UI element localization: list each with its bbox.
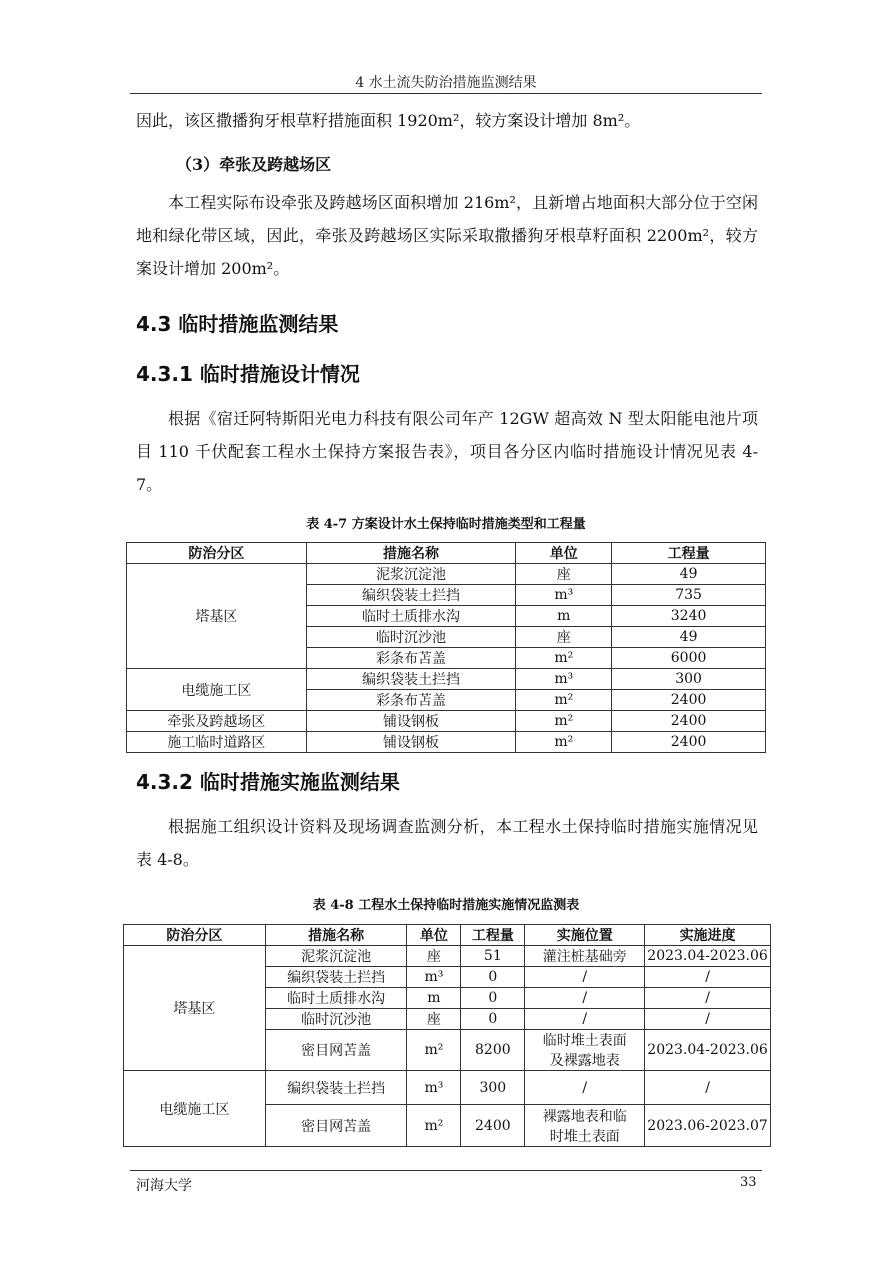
measure-cell: 编织袋装土拦挡 [265,1071,407,1105]
location-cell: / [525,1071,645,1105]
schedule-cell: 2023.04-2023.06 [645,1030,771,1071]
footer-rule [130,1170,762,1171]
unit-cell: 座 [407,946,461,967]
table-header-cell: 措施名称 [265,925,407,946]
table-header-cell: 防治分区 [124,925,266,946]
paragraph-1: 因此，该区撒播狗牙根草籽措施面积 1920m²，较方案设计增加 8m²。 [136,111,641,130]
section-heading-4-3: 4.3 临时措施监测结果 [136,312,339,336]
quantity-cell: 735 [612,585,766,606]
unit-cell: m³ [407,1071,461,1105]
zone-cell: 塔基区 [124,946,266,1071]
schedule-cell: / [645,1071,771,1105]
measure-cell: 临时沉沙池 [306,627,516,648]
unit-cell: m [516,606,612,627]
footer-organization: 河海大学 [136,1178,192,1194]
measure-cell: 彩条布苫盖 [306,648,516,669]
table-row [127,711,766,732]
table-4-7-caption: 表 4-7 方案设计水土保持临时措施类型和工程量 [306,517,586,532]
measure-cell: 临时土质排水沟 [265,988,407,1009]
table-header-cell: 工程量 [461,925,525,946]
unit-cell: m [407,988,461,1009]
table-4-8 [123,924,771,1147]
table-row [127,732,766,753]
quantity-cell: 0 [461,1009,525,1030]
quantity-cell: 0 [461,967,525,988]
quantity-cell: 2400 [612,711,766,732]
table-header-cell: 单位 [407,925,461,946]
quantity-cell: 2400 [612,732,766,753]
unit-cell: m³ [407,967,461,988]
quantity-cell: 300 [461,1071,525,1105]
quantity-cell: 3240 [612,606,766,627]
table-row [124,946,771,967]
measure-cell: 铺设钢板 [306,711,516,732]
measure-cell: 编织袋装土拦挡 [306,585,516,606]
header-rule [130,93,762,94]
table-header-cell: 措施名称 [306,543,516,564]
schedule-cell: / [645,1009,771,1030]
measure-cell: 密目网苫盖 [265,1105,407,1147]
quantity-cell: 2400 [612,690,766,711]
schedule-cell: / [645,967,771,988]
unit-cell: m² [516,648,612,669]
table-row [127,564,766,585]
unit-cell: 座 [516,627,612,648]
location-cell: 裸露地表和临时堆土表面 [525,1105,645,1147]
table-header-cell: 防治分区 [127,543,307,564]
paragraph-3: 根据《宿迁阿特斯阳光电力科技有限公司年产 12GW 超高效 N 型太阳能电池片项目 110 千伏配套工程水土保持方案报告表》，项目各分区内临时措施设计情况见表 4-7。 [136,409,758,494]
page-number: 33 [740,1175,757,1190]
zone-cell: 电缆施工区 [127,669,307,711]
measure-cell: 泥浆沉淀池 [306,564,516,585]
table-header-cell: 实施进度 [645,925,771,946]
unit-cell: 座 [516,564,612,585]
schedule-cell: 2023.04-2023.06 [645,946,771,967]
measure-cell: 泥浆沉淀池 [265,946,407,967]
table-4-8-caption: 表 4-8 工程水土保持临时措施实施情况监测表 [312,898,580,913]
unit-cell: m³ [516,585,612,606]
section-heading-4-3-1: 4.3.1 临时措施设计情况 [136,362,360,386]
location-cell: / [525,967,645,988]
quantity-cell: 8200 [461,1030,525,1071]
quantity-cell: 0 [461,988,525,1009]
quantity-cell: 51 [461,946,525,967]
unit-cell: m² [516,711,612,732]
measure-cell: 铺设钢板 [306,732,516,753]
table-header-cell: 单位 [516,543,612,564]
measure-cell: 临时沉沙池 [265,1009,407,1030]
zone-cell: 施工临时道路区 [127,732,307,753]
section-heading-4-3-2: 4.3.2 临时措施实施监测结果 [136,770,400,794]
measure-cell: 密目网苫盖 [265,1030,407,1071]
unit-cell: m² [516,690,612,711]
zone-cell: 电缆施工区 [124,1071,266,1147]
unit-cell: 座 [407,1009,461,1030]
table-row [124,1071,771,1105]
quantity-cell: 49 [612,564,766,585]
paragraph-4: 根据施工组织设计资料及现场调查监测分析，本工程水土保持临时措施实施情况见表 4-8。 [136,817,758,869]
unit-cell: m³ [516,669,612,690]
zone-cell: 塔基区 [127,564,307,669]
measure-cell: 编织袋装土拦挡 [265,967,407,988]
measure-cell: 编织袋装土拦挡 [306,669,516,690]
paragraph-2: 本工程实际布设牵张及跨越场区面积增加 216m²，且新增占地面积大部分位于空闲地和绿化带区域，因此，牵张及跨越场区实际采取撒播狗牙根草籽面积 2200m²，较方案设计增加 200m²。 [136,193,758,278]
zone-cell: 牵张及跨越场区 [127,711,307,732]
location-cell: / [525,988,645,1009]
table-header-cell: 实施位置 [525,925,645,946]
quantity-cell: 2400 [461,1105,525,1147]
location-cell: / [525,1009,645,1030]
unit-cell: m² [407,1105,461,1147]
quantity-cell: 300 [612,669,766,690]
unit-cell: m² [516,732,612,753]
quantity-cell: 49 [612,627,766,648]
location-cell: 临时堆土表面及裸露地表 [525,1030,645,1071]
location-cell: 灌注桩基础旁 [525,946,645,967]
unit-cell: m² [407,1030,461,1071]
measure-cell: 临时土质排水沟 [306,606,516,627]
quantity-cell: 6000 [612,648,766,669]
schedule-cell: / [645,988,771,1009]
table-row [127,669,766,690]
measure-cell: 彩条布苫盖 [306,690,516,711]
schedule-cell: 2023.06-2023.07 [645,1105,771,1147]
subheading-3: （3）牵张及跨越场区 [176,155,332,174]
running-header: 4 水土流失防治措施监测结果 [355,75,537,91]
table-header-cell: 工程量 [612,543,766,564]
table-4-7 [126,542,766,753]
